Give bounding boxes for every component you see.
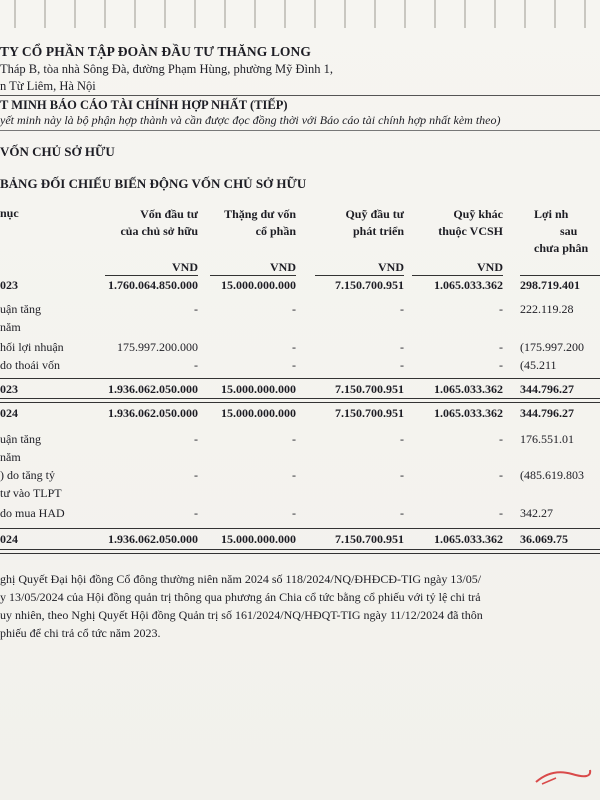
cell-owner-capital: - [194,302,198,316]
footnote-line-3: uy nhiên, theo Nghị Quyết Hội đồng Quản trị số 161/2024/NQ/HĐQT-TIG ngày 11/12/2024 đã thôn [0,608,483,622]
cell-retained-earnings: 176.551.01 [520,432,574,446]
notes-subtitle: yết minh này là bộ phận hợp thành và cần được đọc đồng thời với Báo cáo tài chính hợp nhất kèm theo) [0,113,501,127]
cell-other-funds: 1.065.033.362 [434,382,503,396]
unit-underline [105,275,198,276]
table-rule [0,528,600,529]
cell-retained-earnings: (45.211 [520,358,557,372]
cell-development-fund: - [400,340,404,354]
cell-retained-earnings: (175.997.200 [520,340,584,354]
cell-owner-capital: - [194,432,198,446]
table-row [0,486,600,504]
binding-marks [0,0,600,40]
table-rule [0,378,600,379]
cell-other-funds: 1.065.033.362 [434,532,503,546]
cell-owner-capital: - [194,358,198,372]
cell-development-fund: 7.150.700.951 [335,382,404,396]
row-label: 024 [0,406,18,420]
row-label: 024 [0,532,18,546]
cell-owner-capital: 175.997.200.000 [117,340,198,354]
column-header-retained-earnings: Lợi nh sau chưa phân [534,207,589,255]
cell-other-funds: - [499,432,503,446]
cell-owner-capital: 1.936.062.050.000 [108,382,198,396]
row-label: do mua HAD [0,506,65,520]
row-label: 023 [0,278,18,292]
address-line-2: n Từ Liêm, Hà Nội [0,79,96,93]
section-title: VỐN CHỦ SỞ HỮU [0,144,115,159]
company-name: TY CỔ PHẦN TẬP ĐOÀN ĐẦU TƯ THĂNG LONG [0,44,311,59]
unit-other-funds: VND [477,260,503,274]
table-row [0,320,600,338]
row-label: năm [0,320,21,334]
cell-development-fund: - [400,432,404,446]
row-label: do thoái vốn [0,358,60,372]
notes-divider [0,130,600,131]
column-header-other-funds: Quỹ khác thuộc VCSH [438,207,503,238]
cell-retained-earnings: 342.27 [520,506,553,520]
column-header-owner-capital: Vốn đầu tư của chủ sở hữu [120,207,198,238]
row-label: năm [0,450,21,464]
table-row [0,506,600,524]
table-row [0,358,600,376]
table-row [0,340,600,358]
row-label: hối lợi nhuận [0,340,64,354]
cell-owner-capital: - [194,468,198,482]
cell-other-funds: - [499,302,503,316]
table-row [0,532,600,550]
cell-other-funds: - [499,340,503,354]
table-row [0,432,600,450]
cell-owner-capital: 1.936.062.050.000 [108,406,198,420]
unit-underline [412,275,503,276]
cell-retained-earnings: (485.619.803 [520,468,584,482]
row-label: ) do tăng tỷ [0,468,55,482]
table-row [0,406,600,424]
cell-retained-earnings: 222.119.28 [520,302,574,316]
cell-share-premium: - [292,506,296,520]
cell-other-funds: - [499,358,503,372]
red-stamp-mark [532,764,592,786]
unit-owner-capital: VND [172,260,198,274]
cell-development-fund: 7.150.700.951 [335,406,404,420]
cell-development-fund: - [400,358,404,372]
cell-other-funds: 1.065.033.362 [434,406,503,420]
address-line-1: Tháp B, tòa nhà Sông Đà, đường Phạm Hùng, phường Mỹ Đình 1, [0,62,334,76]
cell-share-premium: 15.000.000.000 [221,406,296,420]
cell-share-premium: 15.000.000.000 [221,278,296,292]
cell-other-funds: - [499,468,503,482]
cell-retained-earnings: 36.069.75 [520,532,568,546]
cell-other-funds: - [499,506,503,520]
column-header-development-fund: Quỹ đầu tư phát triển [345,207,404,238]
cell-share-premium: - [292,432,296,446]
footnote-line-2: y 13/05/2024 của Hội đồng quản trị thông qua phương án Chia cổ tức bằng cổ phiếu với tỷ lệ chi trả [0,590,481,604]
cell-share-premium: - [292,302,296,316]
footnote-line-4: phiếu để chi trả cổ tức năm 2023. [0,626,161,640]
label-column-header: nục [0,206,19,220]
cell-retained-earnings: 344.796.27 [520,382,574,396]
cell-owner-capital: 1.936.062.050.000 [108,532,198,546]
notes-title: T MINH BÁO CÁO TÀI CHÍNH HỢP NHẤT (TIẾP) [0,98,288,112]
row-label: uận tăng [0,302,41,316]
header-divider [0,95,600,96]
table-row [0,450,600,468]
unit-underline [315,275,404,276]
table-row [0,468,600,486]
unit-underline [520,275,600,276]
cell-share-premium: - [292,358,296,372]
cell-retained-earnings: 298.719.401 [520,278,580,292]
row-label: uận tăng [0,432,41,446]
unit-underline [210,275,296,276]
cell-owner-capital: 1.760.064.850.000 [108,278,198,292]
cell-share-premium: - [292,340,296,354]
cell-owner-capital: - [194,506,198,520]
cell-development-fund: 7.150.700.951 [335,278,404,292]
footnote-line-1: ghị Quyết Đại hội đồng Cổ đông thường niên năm 2024 số 118/2024/NQ/ĐHĐCĐ-TIG ngày 13/05/ [0,572,482,586]
row-label: 023 [0,382,18,396]
subsection-title: BẢNG ĐỐI CHIẾU BIẾN ĐỘNG VỐN CHỦ SỞ HỮU [0,176,307,191]
cell-development-fund: - [400,468,404,482]
unit-development-fund: VND [378,260,404,274]
cell-development-fund: - [400,506,404,520]
table-rule [0,549,600,554]
cell-development-fund: 7.150.700.951 [335,532,404,546]
cell-share-premium: 15.000.000.000 [221,532,296,546]
column-header-share-premium: Thặng dư vốn cổ phần [224,207,296,238]
table-row [0,278,600,296]
row-label: tư vào TLPT [0,486,62,500]
cell-retained-earnings: 344.796.27 [520,406,574,420]
cell-share-premium: 15.000.000.000 [221,382,296,396]
table-rule [0,398,600,403]
cell-share-premium: - [292,468,296,482]
table-row [0,302,600,320]
cell-development-fund: - [400,302,404,316]
cell-other-funds: 1.065.033.362 [434,278,503,292]
unit-share-premium: VND [270,260,296,274]
